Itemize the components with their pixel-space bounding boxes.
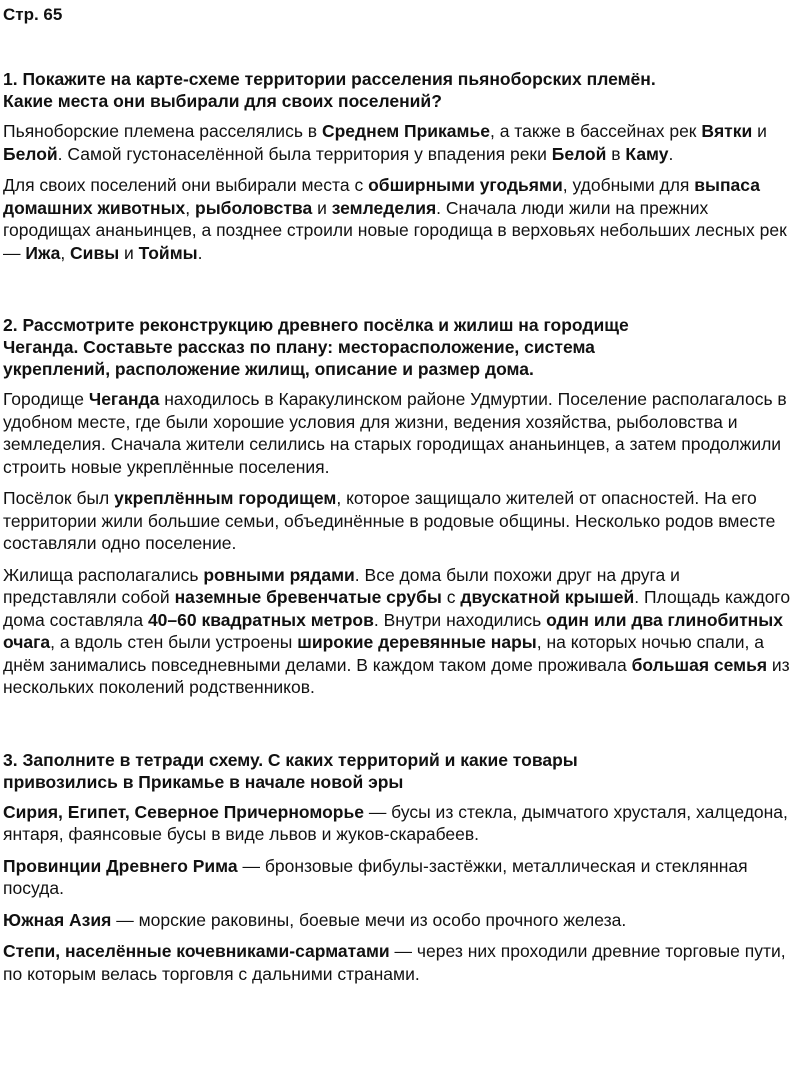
text-run: , на которых ночью спали, а днём занимались повседневными делами. В каждом таком доме проживала bbox=[3, 632, 765, 675]
text-run: , а также в бассейнах рек bbox=[489, 121, 702, 141]
bold-term: большая семья bbox=[631, 654, 768, 675]
text-run: и bbox=[752, 121, 767, 141]
bold-term: Тоймы bbox=[138, 242, 198, 263]
bold-term: обширными угодьями bbox=[368, 175, 563, 195]
question-title-line: укреплений, расположение жилищ, описание и размер дома. bbox=[3, 359, 534, 379]
answer-paragraph bbox=[3, 909, 796, 932]
text-run: , удобными для bbox=[562, 175, 695, 195]
text-run: Пьяноборские племена расселялись в bbox=[3, 121, 322, 141]
question-title bbox=[3, 68, 796, 112]
bold-term: Сивы bbox=[70, 242, 120, 263]
bold-term: Каму bbox=[625, 143, 669, 164]
bold-term: Провинции Древнего Рима bbox=[3, 855, 238, 876]
bold-term: один или два глинобитных очага bbox=[3, 609, 783, 652]
text-run: . Все дома были похожи друг на друга и представляли собой bbox=[3, 564, 680, 607]
page-number: Стр. 65 bbox=[3, 5, 63, 24]
question-title-line: 2. Рассмотрите реконструкцию древнего посёлка и жилиш на городище bbox=[3, 315, 629, 335]
text-run: . Внутри находились bbox=[373, 609, 547, 630]
question-title bbox=[3, 314, 796, 380]
text-run: Посёлок был bbox=[3, 488, 115, 508]
bold-term: Чеганда bbox=[88, 389, 160, 409]
bold-term: Среднем Прикамье bbox=[321, 121, 490, 141]
bold-term: двускатной крышей bbox=[460, 587, 635, 607]
bold-term: 40–60 квадратных метров bbox=[147, 609, 374, 630]
question-title-line: Какие места они выбирали для своих поселений? bbox=[3, 91, 442, 111]
bold-term: Сирия, Египет, Северное Причерноморье bbox=[3, 801, 364, 822]
text-run: — бронзовые фибулы-застёжки, металлическая и стеклянная посуда. bbox=[3, 855, 748, 898]
text-run: — морские раковины, боевые мечи из особо прочного железа. bbox=[111, 909, 627, 930]
text-run: находилось в Каракулинском районе Удмуртии. Поселение располагалось в удобном месте, где были хорошие условия для жизни, ведения хозяйства, рыболовства и земледелия. Сначала жители селились на старых городищах ананьинцев, а затем продолжили строить новые укреплённые поселения. bbox=[3, 389, 787, 477]
answer-paragraph bbox=[3, 801, 796, 846]
text-run: . Площадь каждого дома составляла bbox=[3, 587, 791, 630]
text-run: , bbox=[185, 197, 196, 218]
text-run: . Сначала люди жили на прежних городищах ананьинцев, а позднее строили новые городища в верховьях небольших лесных рек — bbox=[3, 197, 787, 263]
question-title-line: 3. Заполните в тетради схему. С каких территорий и какие товары bbox=[3, 749, 578, 770]
text-run: , bbox=[60, 242, 71, 263]
bold-term: Белой bbox=[551, 143, 607, 164]
text-run: Для своих поселений они выбирали места с bbox=[3, 175, 369, 195]
bold-term: широкие деревянные нары bbox=[297, 632, 537, 652]
bold-term: Ижа bbox=[25, 242, 61, 263]
answer-paragraph bbox=[3, 940, 796, 985]
question-section bbox=[3, 68, 796, 264]
text-run: . bbox=[668, 143, 674, 164]
answer-paragraph bbox=[3, 487, 796, 555]
bold-term: выпаса домашних животных bbox=[3, 175, 760, 218]
text-run: , которое защищало жителей от опасностей. На его территории жили большие семьи, объединённые в родовые общины. Несколько родов вместе составляли одно поселение. bbox=[3, 488, 776, 553]
bold-term: Степи, населённые кочевниками-сарматами bbox=[3, 941, 390, 961]
answer-paragraph bbox=[3, 120, 796, 165]
text-run: и bbox=[119, 242, 139, 263]
text-run: из нескольких поколений родственников. bbox=[3, 654, 790, 697]
question-title-line: 1. Покажите на карте-схеме территории расселения пьяноборских племён. bbox=[3, 69, 656, 89]
question-title bbox=[3, 749, 796, 793]
bold-term: Белой bbox=[3, 143, 58, 164]
bold-term: наземные бревенчатые срубы bbox=[174, 587, 442, 607]
bold-term: укреплённым городищем bbox=[114, 488, 337, 508]
question-title-line: Чеганда. Составьте рассказ по плану: месторасположение, система bbox=[3, 337, 595, 357]
text-run: Городище bbox=[3, 389, 89, 409]
text-run: . Самой густонаселённой была территория у впадения реки bbox=[57, 143, 552, 164]
answer-paragraph bbox=[3, 564, 796, 699]
text-run: — через них проходили древние торговые пути, по которым велась торговля с дальними странами. bbox=[3, 941, 786, 984]
answer-paragraph bbox=[3, 388, 796, 478]
bold-term: ровными рядами bbox=[203, 564, 355, 585]
text-run: — бусы из стекла, дымчатого хрусталя, халцедона, янтаря, фаянсовые бусы в виде львов и жуков-скарабеев. bbox=[3, 801, 788, 844]
sections-container bbox=[3, 68, 796, 985]
bold-term: Южная Азия bbox=[3, 909, 112, 930]
bold-term: рыболовства bbox=[195, 197, 313, 218]
answer-paragraph bbox=[3, 855, 796, 900]
question-title-line: привозились в Прикамье в начале новой эры bbox=[3, 771, 404, 792]
text-run: , а вдоль стен были устроены bbox=[50, 632, 298, 652]
text-run: и bbox=[312, 197, 332, 218]
text-run: . bbox=[197, 242, 203, 263]
text-run: Жилища располагались bbox=[3, 564, 204, 585]
question-section bbox=[3, 749, 796, 986]
question-section bbox=[3, 314, 796, 699]
text-run: в bbox=[606, 143, 626, 164]
bold-term: земледелия bbox=[331, 197, 437, 218]
bold-term: Вятки bbox=[701, 121, 753, 141]
answer-paragraph bbox=[3, 174, 796, 264]
text-run: с bbox=[441, 587, 461, 607]
